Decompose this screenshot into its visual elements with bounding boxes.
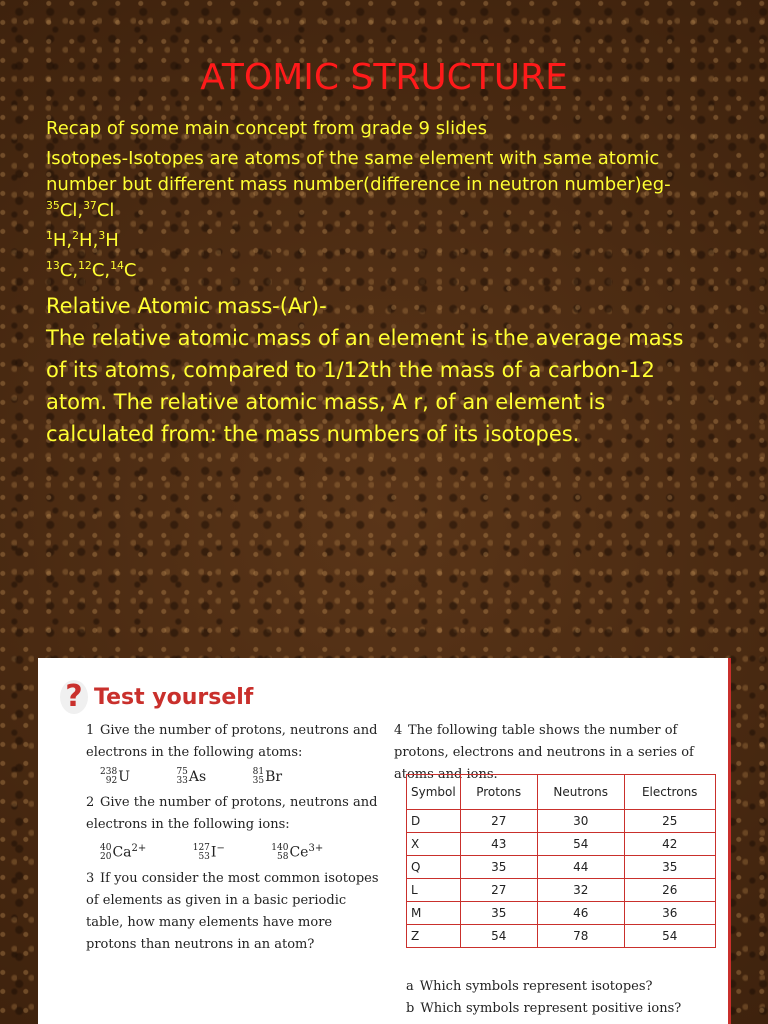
- textbook-image: [38, 658, 731, 1024]
- isotope-mass: 1: [46, 229, 53, 242]
- isotopes-text: Isotopes-Isotopes are atoms of the same element with same atomic number but different mass number(difference in neutron number)eg-: [46, 148, 671, 195]
- table-header-row: [407, 775, 716, 810]
- isotope-symbol: H: [79, 230, 93, 251]
- hydrogen-isotopes: $^1$H,$^2$H,$^3$H: [46, 229, 119, 251]
- isotope-symbol: C: [59, 260, 73, 281]
- table-cell: 32: [537, 879, 624, 902]
- table-cell: 30: [537, 810, 624, 833]
- question-2: 2 Give the number of protons, neutrons and electrons in the following ions:: [86, 795, 378, 832]
- table-cell: 26: [624, 879, 715, 902]
- slide-body: [46, 116, 706, 450]
- table-cell: 27: [460, 810, 537, 833]
- particles-table: [406, 774, 716, 948]
- table-cell: 36: [624, 902, 715, 925]
- question-3: 3 If you consider the most common isotopes of elements as given in a basic periodic table, how many elements have more protons than neutrons in an atom?: [86, 870, 379, 952]
- table-cell: 25: [624, 810, 715, 833]
- question-mark-icon: ?: [60, 680, 88, 714]
- isotope-mass: 13: [46, 259, 60, 272]
- table-cell: M: [407, 902, 461, 925]
- table-cell: 42: [624, 833, 715, 856]
- table-cell: 27: [460, 879, 537, 902]
- question-3-text: If you consider the most common isotopes of elements as given in a basic periodic table, how many elements have more protons than neutrons in an atom?: [86, 870, 379, 952]
- isotope-mass: 12: [78, 259, 92, 272]
- table-header: Symbol: [407, 775, 461, 810]
- isotope-symbol: C: [91, 260, 105, 281]
- table-cell: 54: [624, 925, 715, 948]
- isotopes-definition: Isotopes-Isotopes are atoms of the same element with same atomic number but different mass number(difference in neutron number)eg-$^{35}$Cl,$^{37}$Cl: [46, 148, 671, 221]
- table-row: [407, 925, 716, 948]
- question-4: 4 The following table shows the number of protons, electrons and neutrons in a series of atoms and ions.: [394, 723, 694, 782]
- table-cell: 43: [460, 833, 537, 856]
- table-row: [407, 833, 716, 856]
- isotope-symbol: H: [105, 230, 119, 251]
- recap-line: Recap of some main concept from grade 9 slides: [46, 118, 487, 139]
- sub-question-b: b Which symbols represent positive ions?: [406, 1001, 682, 1016]
- relative-mass-heading: Relative Atomic mass-(Ar)-: [46, 294, 327, 318]
- isotope-mass: 35: [46, 199, 60, 212]
- sub-question-a: a Which symbols represent isotopes?: [406, 979, 653, 994]
- table-cell: 35: [460, 902, 537, 925]
- table-cell: L: [407, 879, 461, 902]
- question-1-text: Give the number of protons, neutrons and electrons in the following atoms:: [86, 723, 378, 760]
- sub-questions: [406, 976, 681, 1020]
- relative-mass-definition: The relative atomic mass of an element is the average mass of its atoms, compared to 1/12th the mass of a carbon-12 atom. The relative atomic mass, A r, of an element is calculated from: the mass numbers of its isotopes.: [46, 326, 684, 446]
- isotope-symbol: C: [123, 260, 137, 281]
- table-row: [407, 902, 716, 925]
- table-row: [407, 810, 716, 833]
- nuclide: 238 92 U: [100, 767, 130, 786]
- questions-left-column: [86, 720, 386, 956]
- table-cell: Q: [407, 856, 461, 879]
- table-cell: 35: [624, 856, 715, 879]
- table-row: [407, 879, 716, 902]
- table-cell: 46: [537, 902, 624, 925]
- slide-title: ATOMIC STRUCTURE: [200, 57, 568, 98]
- table-header: Neutrons: [537, 775, 624, 810]
- isotope-mass: 2: [72, 229, 80, 242]
- nuclide: 81 35 Br: [252, 767, 283, 786]
- table-cell: 44: [537, 856, 624, 879]
- table-header: Electrons: [624, 775, 715, 810]
- q1-atoms: [100, 766, 386, 788]
- table-cell: 78: [537, 925, 624, 948]
- isotope-mass: 37: [83, 199, 97, 212]
- table-cell: 54: [460, 925, 537, 948]
- table-cell: X: [407, 833, 461, 856]
- isotope-mass: 3: [98, 229, 106, 242]
- table-cell: 54: [537, 833, 624, 856]
- ion: 127 53 I−: [192, 842, 225, 862]
- question-2-text: Give the number of protons, neutrons and electrons in the following ions:: [86, 795, 378, 832]
- carbon-isotopes: $^{13}$C,$^{12}$C,$^{14}$C: [46, 259, 137, 281]
- isotope-mass: 14: [110, 259, 124, 272]
- ion: 140 58 $Ce^{3+}$: [271, 842, 324, 862]
- table-cell: 35: [460, 856, 537, 879]
- ion: 40 20 $Ca^{2+}$: [100, 842, 147, 862]
- isotope-symbol: Cl: [59, 200, 78, 221]
- table-row: [407, 856, 716, 879]
- q2-ions: [100, 838, 386, 864]
- nuclide: 75 33 As: [176, 767, 207, 786]
- isotope-symbol: H: [52, 230, 67, 251]
- isotope-symbol: Cl: [96, 200, 115, 221]
- table-cell: Z: [407, 925, 461, 948]
- table-header: Protons: [460, 775, 537, 810]
- table-cell: D: [407, 810, 461, 833]
- question-4-text: The following table shows the number of protons, electrons and neutrons in a series of atoms and ions.: [394, 723, 694, 782]
- test-yourself-heading: Test yourself: [94, 685, 254, 710]
- question-1: 1 Give the number of protons, neutrons and electrons in the following atoms:: [86, 723, 378, 760]
